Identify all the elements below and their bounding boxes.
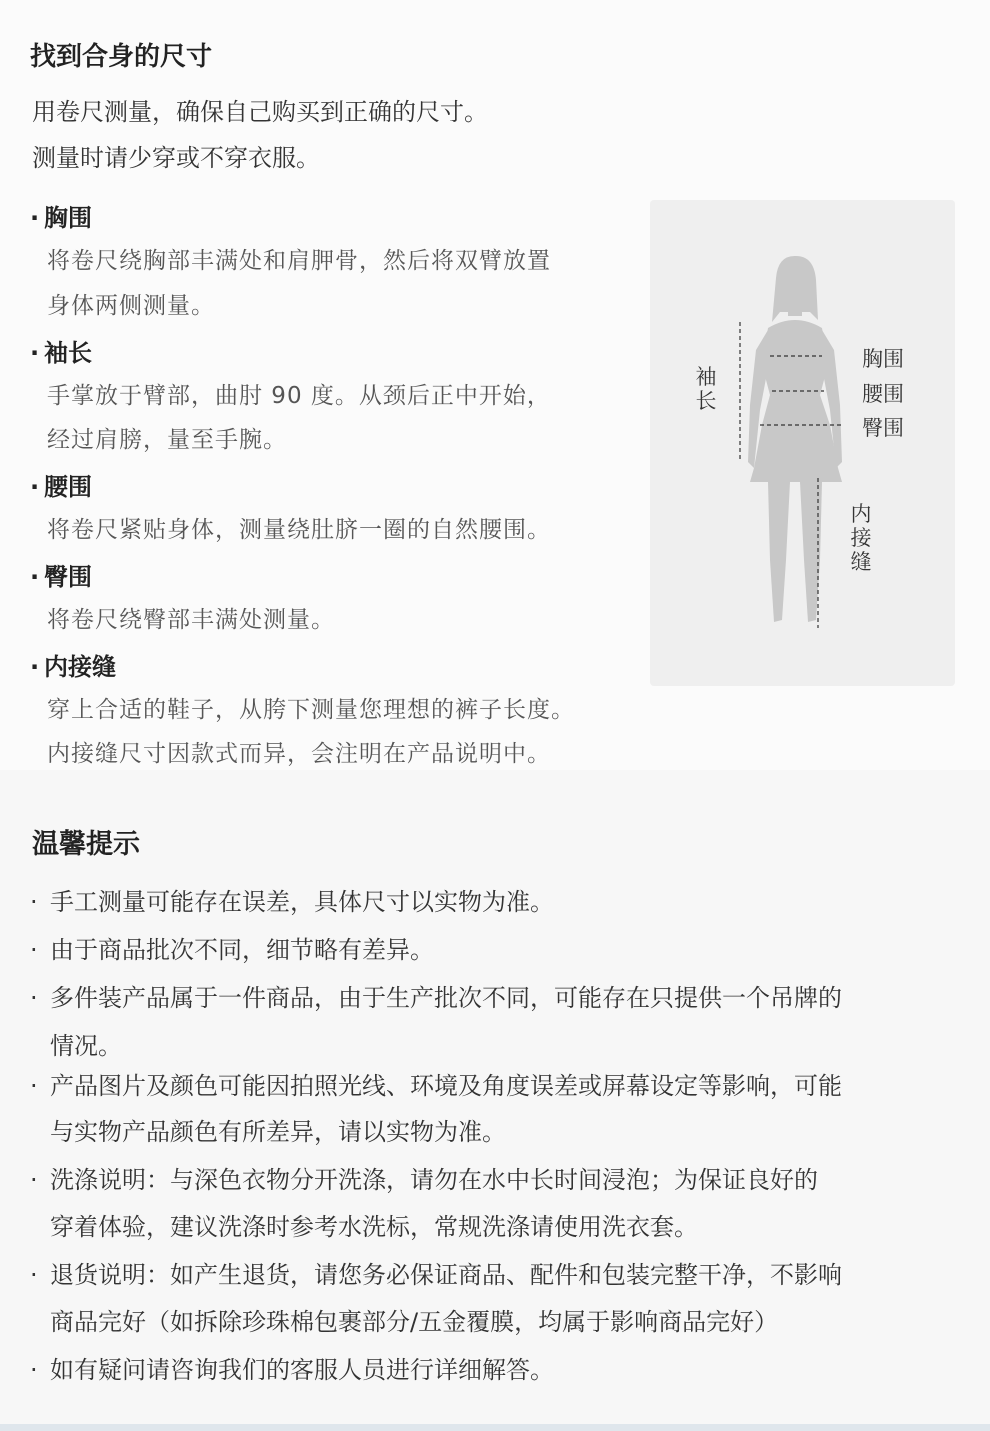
tip-item-continuation: 穿着体验，建议洗涤时参考水洗标，常规洗涤请使用洗衣套。 bbox=[50, 1213, 698, 1241]
inseam-heading: · 内接缝 bbox=[30, 653, 116, 681]
intro-line-2: 测量时请少穿或不穿衣服。 bbox=[32, 144, 320, 172]
chest-desc-line-2: 身体两侧测量。 bbox=[47, 293, 215, 319]
sleeve-heading-text: 袖长 bbox=[44, 339, 92, 367]
inseam-heading-text: 内接缝 bbox=[44, 653, 116, 681]
body-measurement-figure bbox=[650, 200, 955, 686]
tips-title: 温馨提示 bbox=[32, 829, 140, 860]
chest-heading: · 胸围 bbox=[30, 204, 92, 232]
tip-item: · 多件装产品属于一件商品，由于生产批次不同，可能存在只提供一个吊牌的 bbox=[30, 984, 842, 1012]
sleeve-heading: · 袖长 bbox=[30, 339, 92, 367]
page-title: 找到合身的尺寸 bbox=[30, 42, 213, 72]
tip-item: · 产品图片及颜色可能因拍照光线、环境及角度误差或屏幕设定等影响，可能 bbox=[30, 1072, 842, 1100]
hip-heading: · 臀围 bbox=[30, 563, 92, 591]
hip-heading-text: 臀围 bbox=[44, 563, 92, 591]
tip-item-continuation: 与实物产品颜色有所差异，请以实物为准。 bbox=[50, 1118, 506, 1146]
sleeve-figure-label: 袖长 bbox=[695, 365, 717, 413]
waist-figure-label: 腰围 bbox=[862, 382, 904, 406]
tip-item: · 退货说明：如产生退货，请您务必保证商品、配件和包装完整干净，不影响 bbox=[30, 1261, 842, 1289]
tip-item: · 手工测量可能存在误差，具体尺寸以实物为准。 bbox=[30, 888, 554, 916]
inseam-desc-line-1: 穿上合适的鞋子，从胯下测量您理想的裤子长度。 bbox=[47, 697, 575, 723]
chest-figure-label: 胸围 bbox=[862, 347, 904, 371]
sleeve-desc-line-2: 经过肩膀，量至手腕。 bbox=[47, 427, 287, 453]
chest-heading-text: 胸围 bbox=[44, 204, 92, 232]
sleeve-desc-line-1: 手掌放于臂部，曲肘 90 度。从颈后正中开始， bbox=[47, 383, 551, 409]
tip-item: · 由于商品批次不同，细节略有差异。 bbox=[30, 936, 434, 964]
inseam-desc-line-2: 内接缝尺寸因款式而异，会注明在产品说明中。 bbox=[47, 741, 551, 767]
footer-strip bbox=[0, 1424, 990, 1431]
inseam-figure-label: 内接缝 bbox=[850, 502, 872, 574]
chest-desc-line-1: 将卷尺绕胸部丰满处和肩胛骨，然后将双臂放置 bbox=[47, 248, 551, 274]
waist-heading: · 腰围 bbox=[30, 473, 92, 501]
tip-item-continuation: 商品完好（如拆除珍珠棉包裹部分/五金覆膜，均属于影响商品完好） bbox=[50, 1308, 779, 1336]
intro-line-1: 用卷尺测量，确保自己购买到正确的尺寸。 bbox=[32, 98, 488, 126]
hip-figure-label: 臀围 bbox=[862, 416, 904, 440]
tip-item: · 洗涤说明：与深色衣物分开洗涤，请勿在水中长时间浸泡；为保证良好的 bbox=[30, 1166, 818, 1194]
body-silhouette bbox=[650, 200, 955, 686]
hip-desc-line-1: 将卷尺绕臀部丰满处测量。 bbox=[47, 607, 335, 633]
waist-desc-line-1: 将卷尺紧贴身体，测量绕肚脐一圈的自然腰围。 bbox=[47, 517, 551, 543]
tip-item: · 如有疑问请咨询我们的客服人员进行详细解答。 bbox=[30, 1356, 554, 1384]
tip-item-continuation: 情况。 bbox=[50, 1032, 122, 1060]
waist-heading-text: 腰围 bbox=[44, 473, 92, 501]
